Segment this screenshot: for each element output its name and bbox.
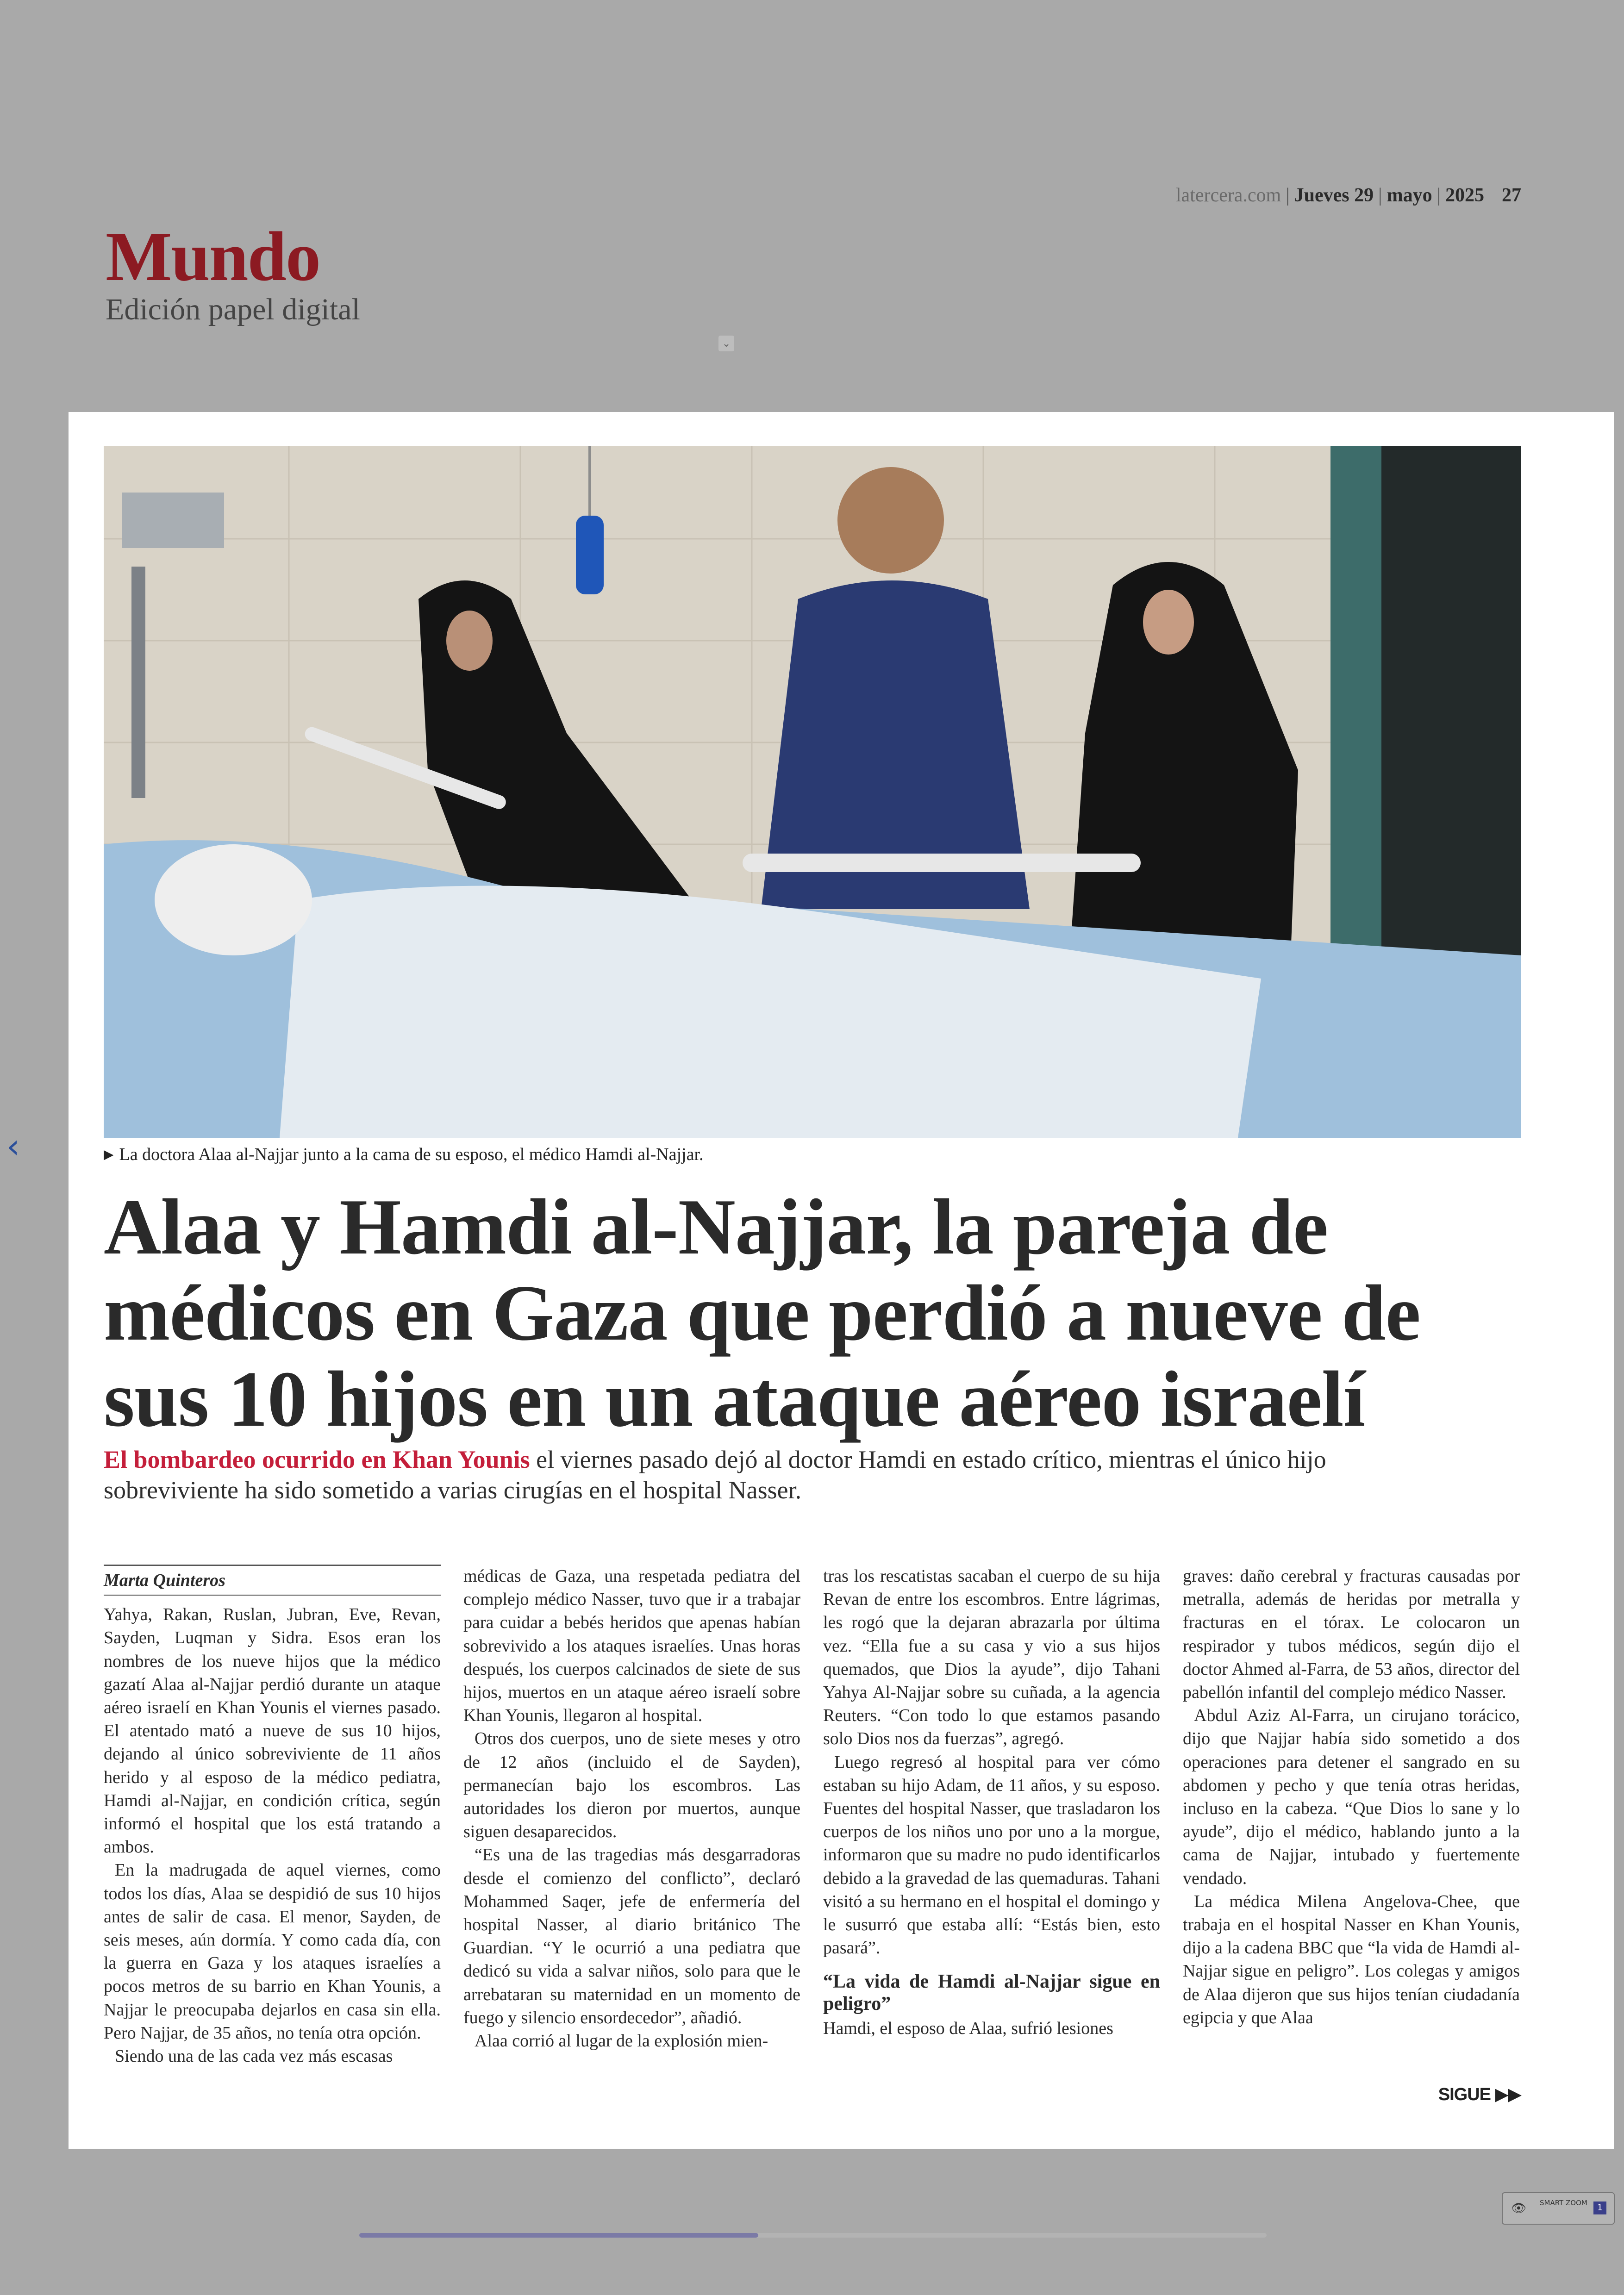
paragraph: La médica Milena Angelova-Chee, que trabaja en el hospital Nasser en Khan Younis, dijo a la cadena BBC que “la vida de Hamdi al-Najjar sigue en peligro”. Los colegas y amigos de Alaa dijeron que sus hijos tenían ciudadanía egipcia y que Alaa [1183, 1891, 1520, 2027]
caption-marker-icon: ▶ [104, 1148, 114, 1162]
section-subtitle: Edición papel digital [106, 293, 360, 326]
deck [104, 1444, 1446, 1505]
byline: Marta Quinteros [104, 1565, 441, 1596]
paragraph: Otros dos cuerpos, uno de siete meses y otro de 12 años (incluido el de Sayden), permanecían bajo los escombros. Las autoridades los dieron por muertos, aunque siguen desaparecidos. [463, 1729, 800, 1842]
article-column-4 [1183, 1565, 1520, 2029]
eye-icon: 👁 [1511, 2201, 1527, 2215]
paragraph: “Es una de las tragedias más desgarradoras desde el comienzo del conflicto”, declaró Mohammed Saqer, jefe de enfermería del hospital Nasser, al diario británico The Guardian. “Y le ocurrió a una pediatra que dedicó su vida a salvar niños, solo para que le arrebataran su maternidad en un momento de fuego y silencio ensordecedor”, añadió. [463, 1845, 800, 2027]
paragraph: Siendo una de las cada vez más escasas [115, 2046, 393, 2066]
headline: Alaa y Hamdi al-Najjar, la pareja de médicos en Gaza que perdió a nueve de sus 10 hijos en un ataque aéreo israelí [104, 1183, 1420, 1443]
issue-month: mayo [1387, 185, 1432, 206]
issue-day: Jueves 29 [1294, 185, 1374, 206]
page-progress-fill [359, 2233, 758, 2238]
smart-zoom-button[interactable] [1502, 2192, 1615, 2225]
paragraph: graves: daño cerebral y fracturas causadas por metralla, además de heridas por metralla y fracturas en el tórax. Le colocaron un respirador y tubos médicos, según dijo el doctor Ahmed al-Farra, de 53 años, director del pabellón infantil del complejo médico Nasser. [1183, 1566, 1520, 1703]
article-column-2 [463, 1565, 800, 2052]
paragraph: médicas de Gaza, una respetada pediatra del complejo médico Nasser, tuvo que ir a trabajar para cuidar a bebés heridos que apenas habían sobrevivido a los ataques israelíes. Unas horas después, los cuerpos calcinados de siete de sus hijos, muertos en un ataque aéreo israelí sobre Khan Younis, llegaron al hospital. [463, 1566, 800, 1726]
article-column-1 [104, 1565, 441, 2068]
smart-zoom-badge: 1 [1593, 2201, 1606, 2214]
photo-caption [104, 1144, 704, 1165]
paragraph: Yahya, Rakan, Ruslan, Jubran, Eve, Revan, Sayden, Luqman y Sidra. Esos eran los nombres de los nueve hijos que la médico gazatí Alaa al-Najjar perdió durante un ataque aéreo israelí en Khan Younis el viernes pasado. El atentado mató a nueve de sus 10 hijos, dejando al único sobreviviente de 11 años herido y al esposo de la médico pediatra, Hamdi al-Najjar, en condición crítica, según informó el hospital que los está tratando a ambos. [104, 1605, 441, 1857]
masthead-date: latercera.com | Jueves 29 | mayo | 2025 27 [1175, 185, 1521, 206]
paragraph: Hamdi, el esposo de Alaa, sufrió lesiones [823, 2019, 1113, 2039]
page-number: 27 [1502, 185, 1521, 206]
paragraph: Alaa corrió al lugar de la explosión mien- [475, 2031, 768, 2051]
issue-year: 2025 [1445, 185, 1484, 206]
collapse-toggle-icon[interactable]: ⌄ [718, 336, 734, 351]
article-column-3 [823, 1565, 1160, 2040]
paragraph: tras los rescatistas sacaban el cuerpo de su hija Revan de entre los escombros. Entre lágrimas, les rogó que la dejaran abrazarla por última vez. “Ella fue a su casa y vio a sus hijos quemados, que Dios la ayude”, dijo Tahani Yahya Al-Najjar sobre su cuñada, a la agencia Reuters. “Con todo lo que estamos pasando solo Dios nos da fuerzas”, agregó. [823, 1566, 1160, 1749]
subheading: “La vida de Hamdi al-Najjar sigue en peligro” [823, 1971, 1160, 2015]
deck-text: el viernes pasado dejó al doctor Hamdi en estado crítico, mientras el único hijo sobreviviente ha sido sometido a varias cirugías en el hospital Nasser. [104, 1446, 1326, 1504]
paragraph: En la madrugada de aquel viernes, como todos los días, Alaa se despidió de sus 10 hijos antes de salir de casa. El menor, Sayden, de seis meses, aún dormía. Y como cada día, con la guerra en Gaza y los ataques israelíes a pocos metros de su barrio en Khan Younis, a Najjar le preocupaba dejarlos en casa sin ella. Pero Najjar, de 35 años, no tenía otra opción. [104, 1860, 441, 2043]
caption-text: La doctora Alaa al-Najjar junto a la cama de su esposo, el médico Hamdi al-Najjar. [119, 1145, 704, 1164]
newspaper-page [69, 412, 1614, 2149]
deck-highlight: El bombardeo ocurrido en Khan Younis [104, 1446, 530, 1473]
article-photo [104, 446, 1521, 1138]
section-title: Mundo [106, 218, 320, 295]
paragraph: Abdul Aziz Al-Farra, un cirujano torácico, dijo que Najjar había sido sometido a dos operaciones para detener el sangrado en su abdomen y pecho y que tenía otras heridas, incluso en la cabeza. “Que Dios lo sane y lo ayude”, dijo el médico, hablando junto a la cama de Najjar, intubado y fuertemente vendado. [1183, 1706, 1520, 1888]
previous-page-button[interactable]: ‹ [6, 1127, 20, 1166]
continue-link[interactable]: SIGUE ▶▶ [1438, 2085, 1521, 2104]
paragraph: Luego regresó al hospital para ver cómo estaban su hijo Adam, de 11 años, y su esposo. Fuentes del hospital Nasser, que trasladaron los cuerpos de los niños uno por uno a la morgue, informaron que su madre no pudo identificarlos debido a la gravedad de las quemaduras. Tahani visitó a su hermano en el hospital el domingo y le susurró que estaba allí: “Estás bien, esto pasará”. [823, 1752, 1160, 1958]
smart-zoom-label: SMART ZOOM [1540, 2199, 1587, 2207]
site-name: latercera.com [1175, 185, 1281, 206]
page-progress-bar[interactable] [359, 2233, 1267, 2238]
